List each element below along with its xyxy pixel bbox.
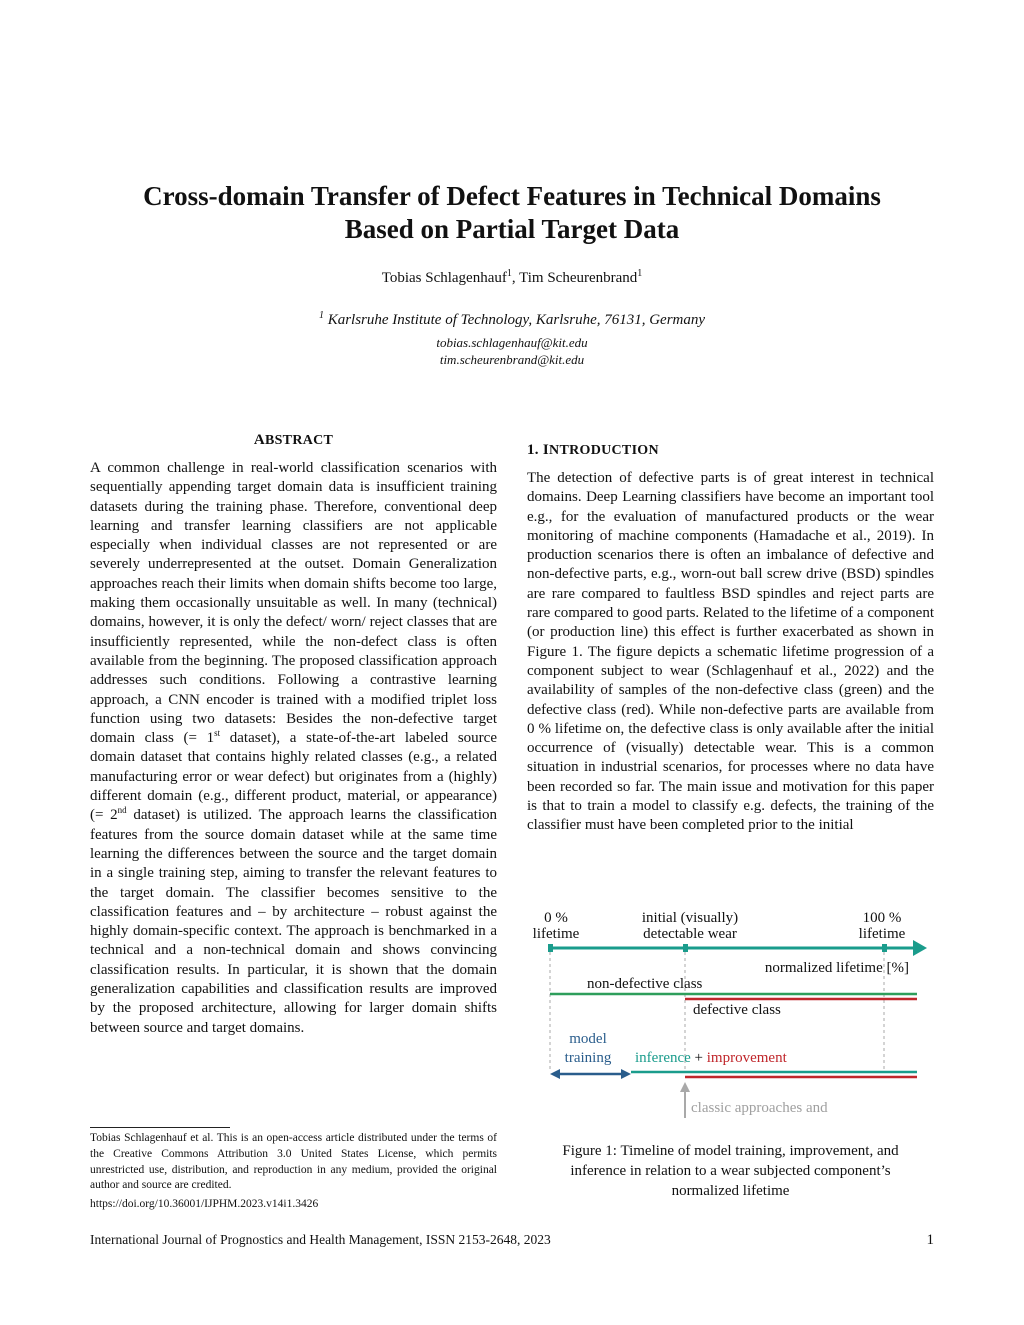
- axis-arrowhead: [913, 940, 927, 956]
- nondefective-label: non-defective class: [587, 976, 703, 992]
- label-mid-line2: detectable wear: [643, 926, 737, 942]
- paper-title: [60, 180, 964, 246]
- inference-text: inference: [635, 1050, 691, 1066]
- affiliation: [0, 310, 1024, 329]
- figure-1-caption: Figure 1: Timeline of model training, improvement, and inference in relation to a wear subjected component’s normalized lifetime: [562, 1143, 899, 1199]
- doi-link[interactable]: https://doi.org/10.36001/IJPHM.2023.v14i1.3426: [90, 1198, 319, 1210]
- author-1-affil: 1: [506, 268, 512, 279]
- author-list: [0, 268, 1024, 287]
- abstract-heading: ABSTRACT: [253, 432, 334, 448]
- label-start-line2: lifetime: [532, 926, 580, 942]
- model-label-line2: training: [564, 1050, 612, 1066]
- figure-1-timeline: [527, 900, 937, 1125]
- abstract-text: A common challenge in real-world classification scenarios with sequentially appending target domain data is insufficient training datasets during the training phase. Therefore, conventional deep learning and transfer learning classifiers are not applicable especially when individual classes are not represented or are severely underrepresented at the outset. Domain Generalization approaches reach their limits when domain shifts become too large, making them occasionally unsuitable as well. In many (technical) domains, however, it is only the defect/ worn/ reject classes that are insufficiently represented, while the non-defect class is often available from the beginning. The proposed classification approach addresses such conditions. Following a contrastive learning approach, a CNN encoder is trained with a modified triplet loss function using two datasets: Besides the non-defective target domain class (= 1st dataset), a state-of-the-art labeled source domain dataset that contains highly related classes (e.g., a related manufacturing error or wear defect) but originates from a (highly) different domain (e.g., different product, material, or appearance) (= 2nd dataset) is utilized. The approach learns the classification features from the source domain dataset while at the same time learning the differences between the source and the target domain in a single training step, aiming to transfer the relevant features to the target domain. The classifier becomes sensitive to the classification features and – by architecture – robust against the highly domain-specific context. The approach is benchmarked in a technical and a non-technical domain and shows convincing classification results. In particular, it is shown that the domain generalization capabilities and classification results are improved by the proposed architecture, allowing for larger domain shifts between source and target domains.: [90, 460, 497, 1036]
- label-end-line2: lifetime: [858, 926, 906, 942]
- page-number: 1: [926, 1232, 934, 1248]
- axis-label: normalized lifetime [%]: [764, 960, 909, 976]
- training-arrow-left: [550, 1069, 560, 1079]
- abstract-section: [90, 432, 497, 1038]
- classic-approaches-label: classic approaches and: [691, 1100, 828, 1116]
- axis-tick-mid: [683, 944, 688, 952]
- email-1[interactable]: tobias.schlagenhauf@kit.edu: [436, 335, 588, 350]
- inference-improvement-label: [635, 1050, 788, 1066]
- axis-tick-end: [882, 944, 887, 952]
- classic-marker-arrow: [680, 1082, 690, 1092]
- model-label-line1: model: [569, 1031, 607, 1047]
- author-separator: ,: [511, 270, 520, 286]
- title-line-2: Based on Partial Target Data: [344, 214, 680, 244]
- training-arrow-right: [621, 1069, 631, 1079]
- affiliation-marker: 1: [318, 310, 324, 321]
- license-footnote: Tobias Schlagenhauf et al. This is an open-access article distributed under the terms of the Creative Commons Attribution 3.0 United States License, which permits unrestricted use, distribution, and reproduction in any medium, provided the original author and source are credited.: [90, 1132, 497, 1192]
- introduction-heading: 1. INTRODUCTION: [527, 442, 659, 458]
- plus-text: +: [690, 1050, 707, 1066]
- axis-tick-start: [548, 944, 553, 952]
- label-start-line1: 0 %: [544, 910, 568, 926]
- defective-label: defective class: [693, 1002, 781, 1018]
- journal-footer: International Journal of Prognostics and Health Management, ISSN 2153-2648, 2023: [90, 1232, 551, 1247]
- timeline-diagram: [527, 900, 937, 1125]
- author-1: Tobias Schlagenhauf: [381, 270, 507, 286]
- title-line-1: Cross-domain Transfer of Defect Features in Technical Domains: [143, 181, 881, 211]
- label-mid-line1: initial (visually): [641, 910, 739, 926]
- footnote-divider: [90, 1127, 230, 1128]
- improvement-text: improvement: [706, 1050, 787, 1066]
- affiliation-text: Karlsruhe Institute of Technology, Karlsruhe, 76131, Germany: [327, 312, 706, 328]
- author-2-affil: 1: [637, 268, 643, 279]
- label-end-line1: 100 %: [862, 910, 902, 926]
- introduction-section: [527, 442, 934, 836]
- email-2[interactable]: tim.scheurenbrand@kit.edu: [439, 352, 585, 367]
- introduction-text: The detection of defective parts is of great interest in technical domains. Deep Learning classifiers have become an important tool e.g., for the evaluation of manufactured products or the wear monitoring of machine components (Hamadache et al., 2019). In production scenarios there is often an imbalance of defective and non-defective parts, e.g., worn-out ball screw drive (BSD) spindles are rare compared to faultless BSD spindles and reject parts are rare compared to good parts. Related to the lifetime of a component (or production line) this effect is further exacerbated as shown in Figure 1. The figure depicts a schematic lifetime progression of a component subject to wear (Schlagenhauf et al., 2022) and the availability of samples of the non-defective class (green) and the defective class (red). While non-defective parts are available from 0 % lifetime on, the defective class is only available after the initial occurrence of (visually) detectable wear. This is a common situation in industrial scenarios, for processes where no data have been recorded so far. The main issue and motivation for this paper is that to train a model to classify e.g. defects, the training of the classifier must have been completed prior to the initial: [527, 470, 934, 834]
- author-2: Tim Scheurenbrand: [519, 270, 638, 286]
